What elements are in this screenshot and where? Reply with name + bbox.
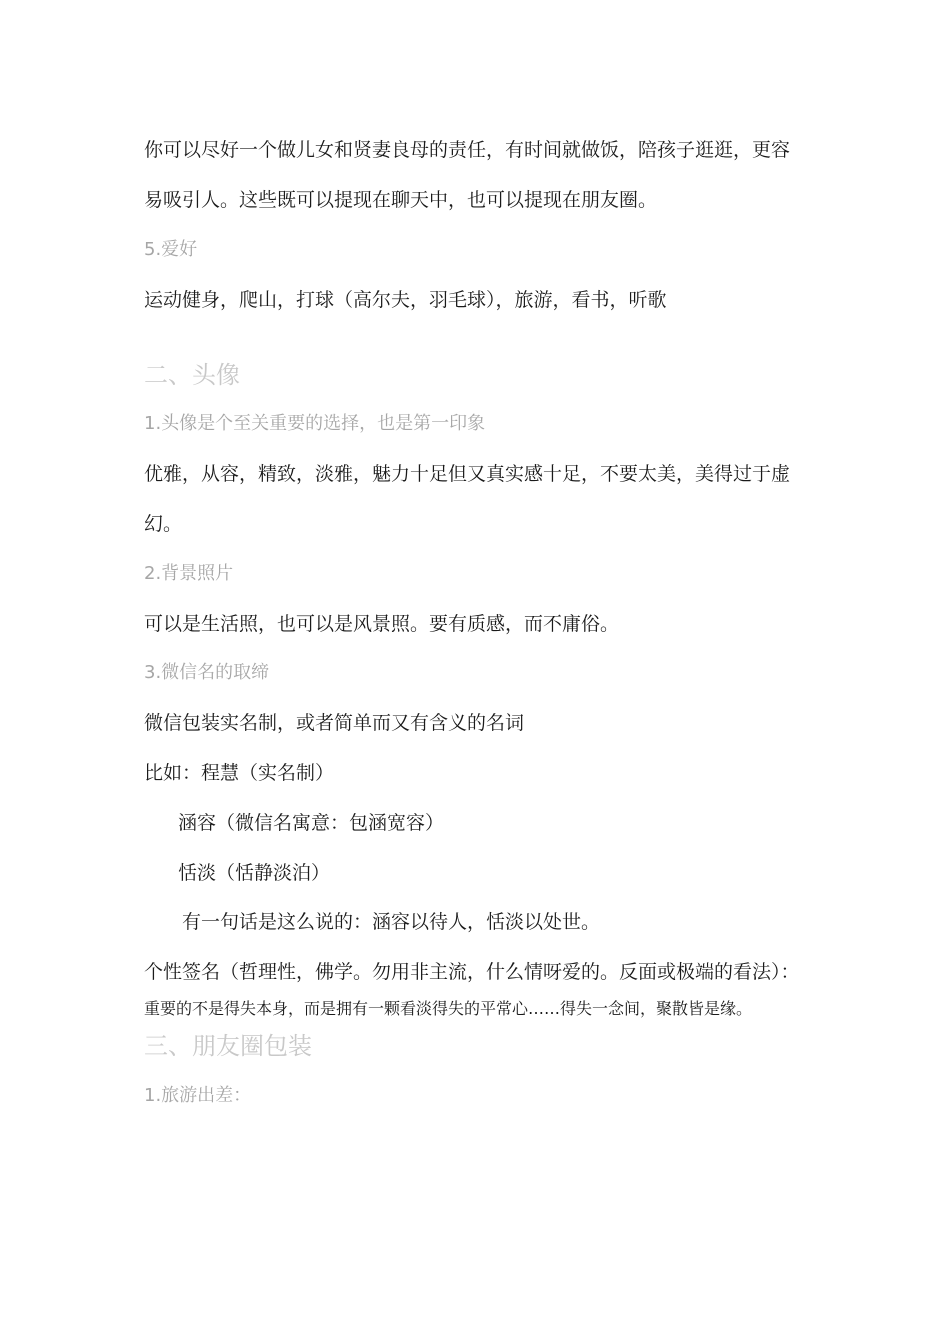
- example-line: 涵容（微信名寓意：包涵宽容）: [178, 812, 445, 834]
- subheading-background: 2.背景照片: [144, 563, 234, 584]
- paragraph-line: 你可以尽好一个做儿女和贤妻良母的责任，有时间就做饭，陪孩子逛逛，更容: [144, 139, 791, 161]
- background-text: 可以是生活照，也可以是风景照。要有质感，而不庸俗。: [144, 613, 620, 635]
- paragraph-line: 幻。: [144, 513, 183, 535]
- subheading-travel: 1.旅游出差：: [144, 1085, 252, 1106]
- section-heading-avatar: 二、头像: [144, 361, 240, 389]
- signature-text: 重要的不是得失本身，而是拥有一颗看淡得失的平常心……得失一念间，聚散皆是缘。: [144, 999, 753, 1018]
- paragraph-line: 优雅，从容，精致，淡雅，魅力十足但又真实感十足，不要太美，美得过于虚: [144, 463, 791, 485]
- section-heading-moments: 三、朋友圈包装: [144, 1032, 312, 1060]
- hobby-text: 运动健身，爬山，打球（高尔夫，羽毛球），旅游，看书，听歌: [144, 289, 667, 311]
- signature-intro: 个性签名（哲理性，佛学。勿用非主流，什么情呀爱的。反面或极端的看法）：: [144, 961, 800, 983]
- subheading-wechat-name: 3.微信名的取缔: [144, 662, 270, 683]
- example-line: 恬淡（恬静淡泊）: [178, 862, 331, 884]
- subheading-avatar: 1.头像是个至关重要的选择，也是第一印象: [144, 413, 486, 434]
- example-line: 比如：程慧（实名制）: [144, 762, 335, 784]
- subheading-hobby: 5.爱好: [144, 239, 198, 260]
- wechat-name-text: 微信包装实名制，或者简单而又有含义的名词: [144, 712, 525, 734]
- paragraph-line: 易吸引人。这些既可以提现在聊天中，也可以提现在朋友圈。: [144, 189, 658, 211]
- quote-line: 有一句话是这么说的：涵容以待人，恬淡以处世。: [182, 911, 601, 933]
